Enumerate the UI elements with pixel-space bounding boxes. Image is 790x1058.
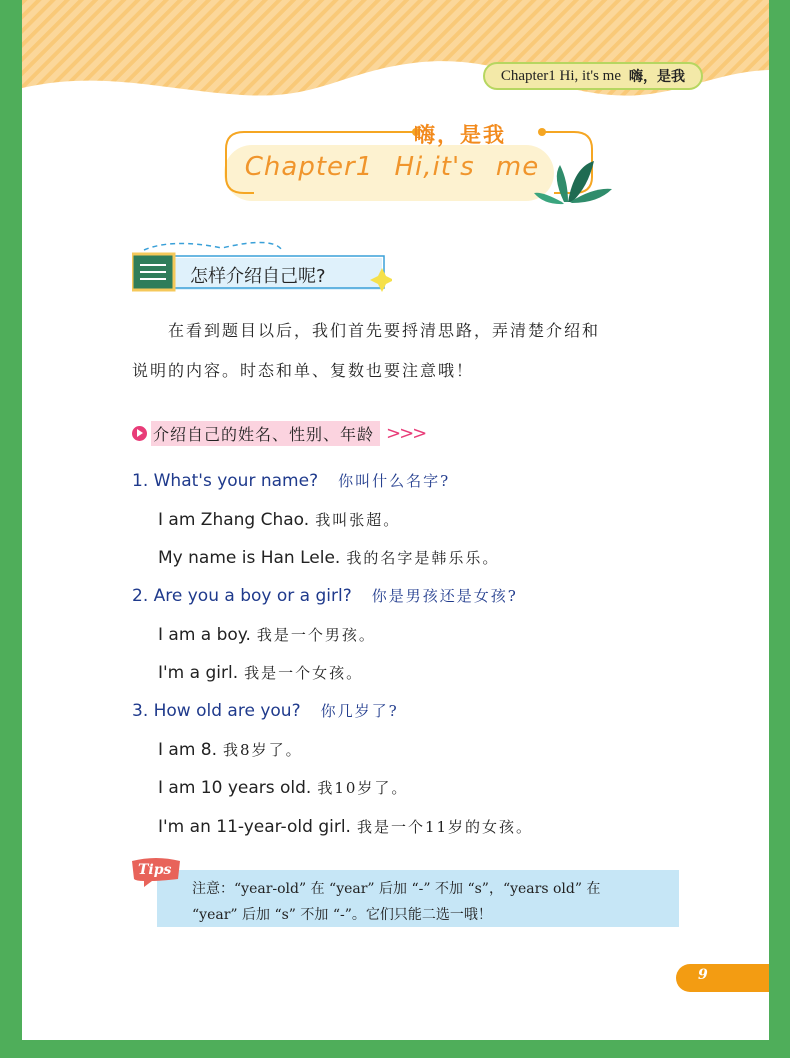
answer-zh: 我是一个11岁的女孩。 <box>356 818 534 836</box>
answer-zh: 我10岁了。 <box>317 779 409 797</box>
play-bullet-icon <box>132 426 147 441</box>
question-en: 3. How old are you? <box>132 701 301 721</box>
chalkboard-icon <box>132 254 174 290</box>
answer-zh: 我是一个男孩。 <box>256 626 376 644</box>
tips-label: Tips <box>138 862 172 878</box>
answer-line <box>158 547 499 568</box>
question-zh: 你是男孩还是女孩? <box>371 587 518 605</box>
answer-en: I am a boy. <box>158 625 251 645</box>
answer-zh: 我的名字是韩乐乐。 <box>346 549 500 567</box>
answer-line <box>158 509 400 530</box>
answer-en: I am 10 years old. <box>158 778 312 798</box>
question-en: 1. What's your name? <box>132 471 319 491</box>
page-number-bar <box>676 964 769 992</box>
answer-en: I'm a girl. <box>158 663 239 683</box>
question-en: 2. Are you a boy or a girl? <box>132 586 352 606</box>
tips-line-1: 注意：“year-old” 在 “year” 后加 “-” 不加 “s”，“years old” 在 <box>192 881 601 897</box>
intro-line-2: 说明的内容。时态和单、复数也要注意哦！ <box>132 361 475 380</box>
tips-line-2: “year” 后加 “s” 不加 “-”。它们只能二选一哦！ <box>192 907 492 923</box>
book-page <box>22 0 769 1040</box>
answer-en: I am Zhang Chao. <box>158 510 310 530</box>
question-3 <box>132 700 399 721</box>
header-band <box>22 0 769 110</box>
chapter-title-zh: 嗨，是我 <box>414 123 506 147</box>
chapter-tab-title: Chapter1 Hi, it's me <box>500 67 621 84</box>
section-title: 怎样介绍自己呢? <box>190 266 326 287</box>
page-number: 9 <box>698 967 708 983</box>
answer-en: I'm an 11-year-old girl. <box>158 817 351 837</box>
answer-zh: 我叫张超。 <box>315 511 401 529</box>
answer-zh: 我是一个女孩。 <box>244 664 364 682</box>
answer-line <box>158 739 303 760</box>
chapter-title-en: Chapter1 Hi,it's me <box>244 152 540 182</box>
chevrons-icon: >>> <box>386 422 426 444</box>
answer-zh: 我8岁了。 <box>223 741 303 759</box>
chapter-tab-title-zh: 嗨，是我 <box>629 69 685 85</box>
question-2 <box>132 585 518 606</box>
chapter-tab <box>483 62 703 90</box>
subheading <box>132 420 425 446</box>
answer-line <box>158 777 408 798</box>
answer-line <box>158 662 363 683</box>
question-zh: 你几岁了? <box>320 702 399 720</box>
question-1 <box>132 470 450 491</box>
subheading-label: 介绍自己的姓名、性别、年龄 <box>151 421 380 446</box>
answer-en: My name is Han Lele. <box>158 548 341 568</box>
tips-text <box>192 876 682 928</box>
intro-line-1: 在看到题目以后，我们首先要捋清思路，弄清楚介绍和 <box>132 321 601 340</box>
answer-line <box>158 624 376 645</box>
answer-line <box>158 816 533 837</box>
question-zh: 你叫什么名字? <box>338 472 451 490</box>
answer-en: I am 8. <box>158 740 218 760</box>
